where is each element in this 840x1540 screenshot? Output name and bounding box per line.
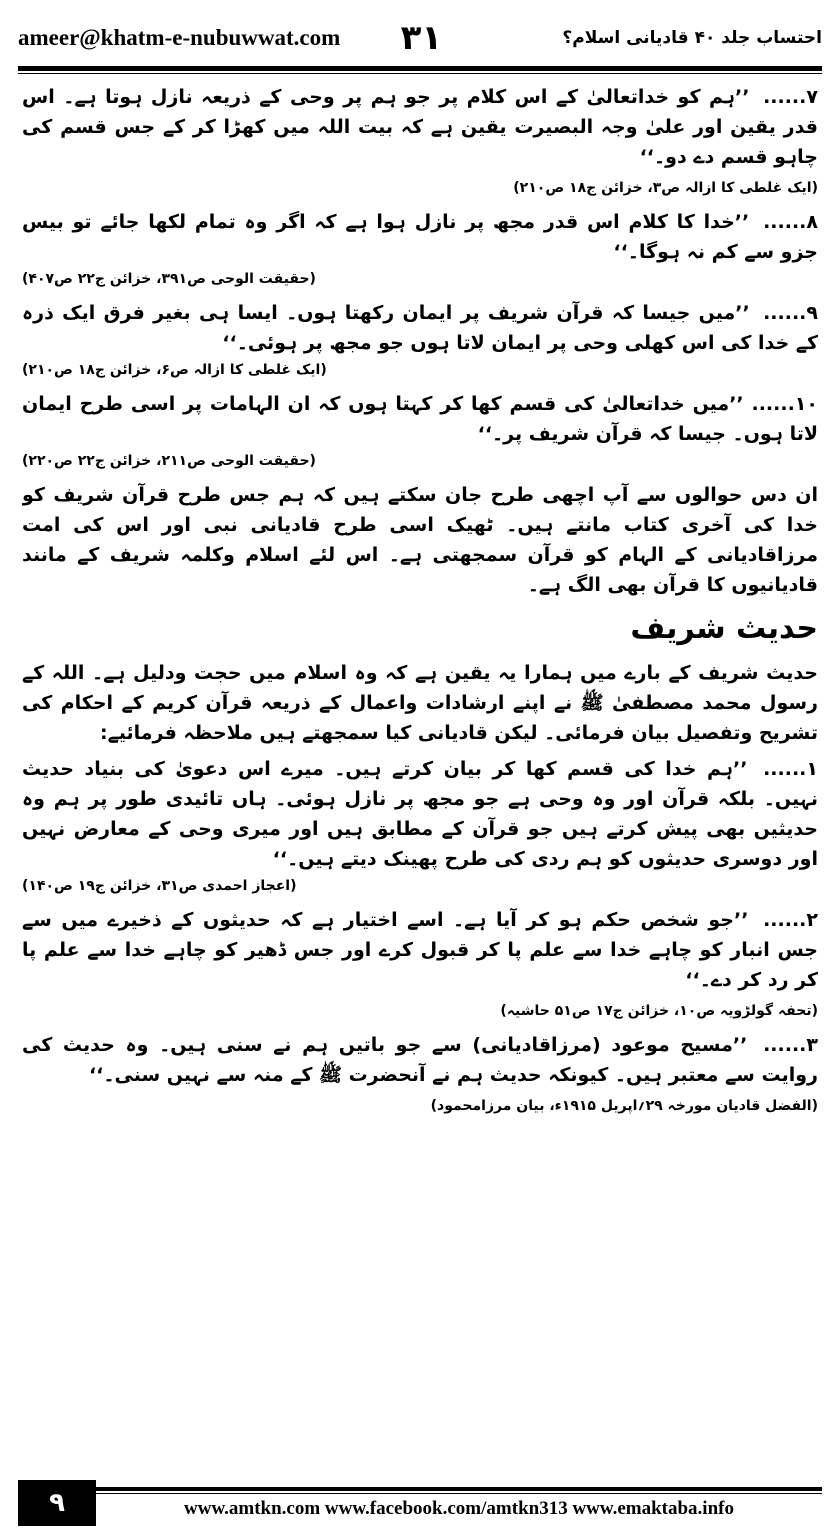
page-header <box>18 14 822 62</box>
quote-reference: (الفضل قادیان مورخہ ۲۹؍اپریل ۱۹۱۵ء، بیان مرزامحمود) <box>430 1098 818 1114</box>
quote-number: ۷...... <box>763 86 818 108</box>
hadith-quote-1 <box>22 754 818 874</box>
quote-number: ۱۰...... <box>751 393 818 415</box>
quote-text: ’’ہم کو خداتعالیٰ کے اس کلام پر جو ہم پر وحی کے ذریعہ نازل ہوتا ہے۔ اس قدر یقین اور علیٰ وجہ البصیرت یقین ہے کہ بیت اللہ میں کھڑا کر کے جس قسم کی چاہو قسم دے دو۔‘‘ <box>22 86 818 168</box>
quote-number: ۹...... <box>763 302 818 324</box>
header-title: احتساب جلد ۴۰ قادیانی اسلام؟ <box>562 28 822 48</box>
quote-9 <box>22 298 818 358</box>
quote-7 <box>22 82 818 172</box>
footer-right <box>96 1480 822 1526</box>
quote-text: ’’میں خداتعالیٰ کی قسم کھا کر کہتا ہوں کہ ان الہامات پر اسی طرح ایمان لاتا ہوں۔ جیسا کہ قرآن شریف پر۔‘‘ <box>22 393 818 445</box>
body-paragraph: حدیث شریف کے بارے میں ہمارا یہ یقین ہے کہ وہ اسلام میں حجت ودلیل ہے۔ اللہ کے رسول محمد مصطفیٰ ﷺ نے اپنے ارشادات واعمال کے ذریعہ قرآن کریم کے احکام کی تشریح وتفصیل بیان فرمائی۔ لیکن قادیانی کیا سمجھتے ہیں ملاحظہ فرمائیے: <box>22 662 818 744</box>
section-heading: حدیث شریف <box>630 611 818 646</box>
quote-reference: (حقیقت الوحی ص۲۱۱، خزائن ج۲۲ ص۲۲۰) <box>22 453 316 469</box>
quote-number: ۳...... <box>763 1034 818 1056</box>
page-footer <box>18 1480 822 1526</box>
body-paragraph: ان دس حوالوں سے آپ اچھی طرح جان سکتے ہیں کہ ہم جس طرح قرآن شریف کو خدا کی آخری کتاب مانتے ہیں۔ ٹھیک اسی طرح قادیانی نبی اور اس کی امت مرزاقادیانی کے الہام کو قرآن سمجھتی ہے۔ اس لئے اسلام وکلمہ شریف کے مانند قادیانیوں کا قرآن بھی الگ ہے۔ <box>22 484 818 596</box>
hadith-quote-2 <box>22 905 818 995</box>
page-content <box>22 82 818 1452</box>
quote-8 <box>22 207 818 267</box>
footer-page-badge: ۹ <box>18 1480 96 1526</box>
quote-text: ’’مسیح موعود (مرزاقادیانی) سے جو باتیں ہم نے سنی ہیں۔ وہ حدیث کی روایت سے معتبر ہیں۔ کیونکہ حدیث ہم نے آنحضرت ﷺ کے منہ سے نہیں سنی۔‘‘ <box>22 1034 818 1086</box>
quote-text: ’’جو شخص حکم ہو کر آیا ہے۔ اسے اختیار ہے کہ حدیثوں کے ذخیرے میں سے جس انبار کو چاہے خدا سے علم پا کر قبول کرے اور جس ڈھیر کو چاہے خدا سے علم پا کر رد کر دے۔‘‘ <box>22 909 818 991</box>
quote-reference: (حقیقت الوحی ص۳۹۱، خزائن ج۲۲ ص۴۰۷) <box>22 271 316 287</box>
quote-text: ’’ہم خدا کی قسم کھا کر بیان کرتے ہیں۔ میرے اس دعویٰ کی بنیاد حدیث نہیں۔ بلکہ قرآن اور وہ وحی ہے جو مجھ پر نازل ہوئی۔ ہاں تائیدی طور پر ہم وہ حدیثیں بھی پیش کرتے ہیں جو قرآن کے مطابق ہیں اور میری وحی کے معارض نہیں اور دوسری حدیثوں کو ہم ردی کی طرح پھینک دیتے ہیں۔‘‘ <box>22 758 818 870</box>
quote-reference: (تحفہ گولڑویہ ص۱۰، خزائن ج۱۷ ص۵۱ حاشیہ) <box>500 1003 818 1019</box>
quote-number: ۱...... <box>763 758 818 780</box>
quote-reference: (ایک غلطی کا ازالہ ص۳، خزائن ج۱۸ ص۲۱۰) <box>513 180 818 196</box>
header-email[interactable]: ameer@khatm-e-nubuwwat.com <box>18 25 341 50</box>
header-rule <box>18 66 822 74</box>
quote-number: ۲...... <box>763 909 818 931</box>
quote-reference: (اعجاز احمدی ص۳۱، خزائن ج۱۹ ص۱۴۰) <box>22 878 297 894</box>
quote-text: ’’میں جیسا کہ قرآن شریف پر ایمان رکھتا ہوں۔ ایسا ہی بغیر فرق ایک ذرہ کے خدا کی اس کھلی وحی پر ایمان لاتا ہوں جو مجھ پر ہوئی۔‘‘ <box>22 302 818 354</box>
footer-rule <box>96 1487 822 1494</box>
quote-reference: (ایک غلطی کا ازالہ ص۶، خزائن ج۱۸ ص۲۱۰) <box>22 362 327 378</box>
header-page-number: ۳۱ <box>400 18 443 58</box>
quote-10 <box>22 389 818 449</box>
quote-number: ۸...... <box>763 211 818 233</box>
quote-text: ’’خدا کا کلام اس قدر مجھ پر نازل ہوا ہے کہ اگر وہ تمام لکھا جائے تو بیس جزو سے کم نہ ہوگا۔‘‘ <box>22 211 818 263</box>
hadith-quote-3 <box>22 1030 818 1090</box>
footer-links[interactable]: www.amtkn.com www.facebook.com/amtkn313 www.emaktaba.info <box>184 1497 734 1519</box>
